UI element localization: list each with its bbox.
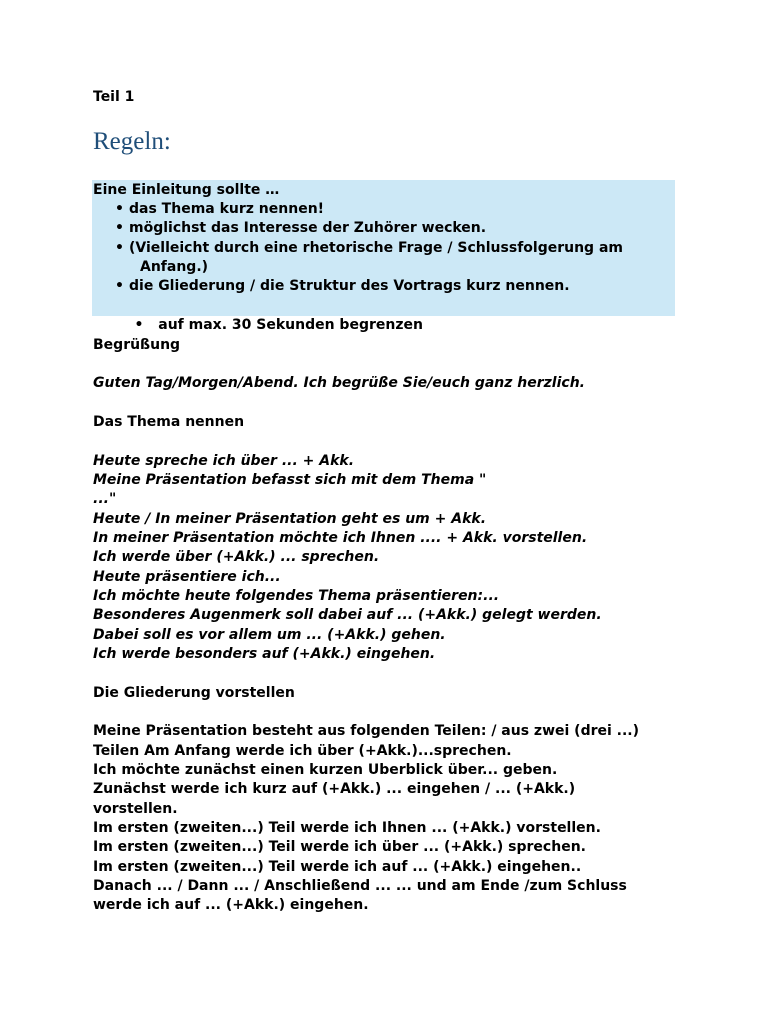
structure-phrase: Meine Präsentation besteht aus folgenden Teilen: / aus zwei (drei ...): [93, 723, 640, 739]
example-phrase: Dabei soll es vor allem um ... (+Akk.) gehen.: [93, 627, 446, 643]
rules-bullet-continuation: Anfang.): [140, 259, 209, 275]
rules-bullet-text: auf max. 30 Sekunden begrenzen: [148, 317, 423, 333]
example-phrase: Ich werde besonders auf (+Akk.) eingehen.: [93, 646, 436, 662]
rules-bullet-text: die Gliederung / die Struktur des Vortrags kurz nennen.: [129, 278, 570, 294]
structure-phrase: Im ersten (zweiten...) Teil werde ich auf ... (+Akk.) eingehen..: [93, 859, 582, 875]
example-phrase: Besonderes Augenmerk soll dabei auf ... (+Akk.) gelegt werden.: [93, 607, 602, 623]
example-phrase: In meiner Präsentation möchte ich Ihnen .... + Akk. vorstellen.: [93, 530, 588, 546]
bullet-icon: •: [115, 240, 124, 256]
rules-intro: Eine Einleitung sollte …: [93, 182, 280, 198]
example-phrase: Meine Präsentation befasst sich mit dem Thema ": [93, 472, 487, 488]
section-heading-thema: Das Thema nennen: [93, 414, 245, 430]
rules-bullet-text: möglichst das Interesse der Zuhörer wecken.: [129, 220, 487, 236]
example-phrase: Heute / In meiner Präsentation geht es um + Akk.: [93, 511, 487, 527]
structure-phrase: Ich möchte zunächst einen kurzen Uberblick über... geben.: [93, 762, 558, 778]
rules-bullet: [115, 200, 324, 219]
section-label: Teil 1: [93, 89, 135, 105]
structure-phrase: Zunächst werde ich kurz auf (+Akk.) ... eingehen / ... (+Akk.): [93, 781, 576, 797]
bullet-icon: •: [115, 201, 124, 217]
example-phrase: Ich werde über (+Akk.) ... sprechen.: [93, 549, 380, 565]
structure-phrase: Im ersten (zweiten...) Teil werde ich über ... (+Akk.) sprechen.: [93, 839, 586, 855]
example-phrase: Guten Tag/Morgen/Abend. Ich begrüße Sie/euch ganz herzlich.: [93, 375, 585, 391]
structure-phrase: werde ich auf ... (+Akk.) eingehen.: [93, 897, 369, 913]
rules-bullet: [115, 277, 570, 296]
rules-bullet-text: das Thema kurz nennen!: [129, 201, 325, 217]
rules-bullet: [115, 219, 486, 238]
example-phrase: ...": [93, 491, 117, 507]
page-title: Regeln:: [93, 128, 171, 155]
structure-phrase: Teilen Am Anfang werde ich über (+Akk.)...sprechen.: [93, 743, 512, 759]
example-phrase: Ich möchte heute folgendes Thema präsentieren:...: [93, 588, 500, 604]
section-heading-gliederung: Die Gliederung vorstellen: [93, 685, 295, 701]
structure-phrase: vorstellen.: [93, 801, 178, 817]
example-phrase: Heute präsentiere ich...: [93, 569, 281, 585]
section-heading-begruessung: Begrüßung: [93, 337, 181, 353]
bullet-icon: •: [115, 278, 124, 294]
rules-bullet: [115, 239, 623, 258]
rules-bullet-text: (Vielleicht durch eine rhetorische Frage / Schlussfolgerung am: [129, 240, 623, 256]
bullet-icon: •: [134, 317, 144, 333]
bullet-icon: •: [115, 220, 124, 236]
structure-phrase: Im ersten (zweiten...) Teil werde ich Ihnen ... (+Akk.) vorstellen.: [93, 820, 601, 836]
example-phrase: Heute spreche ich über ... + Akk.: [93, 453, 355, 469]
structure-phrase: Danach ... / Dann ... / Anschließend ... ... und am Ende /zum Schluss: [93, 878, 627, 894]
